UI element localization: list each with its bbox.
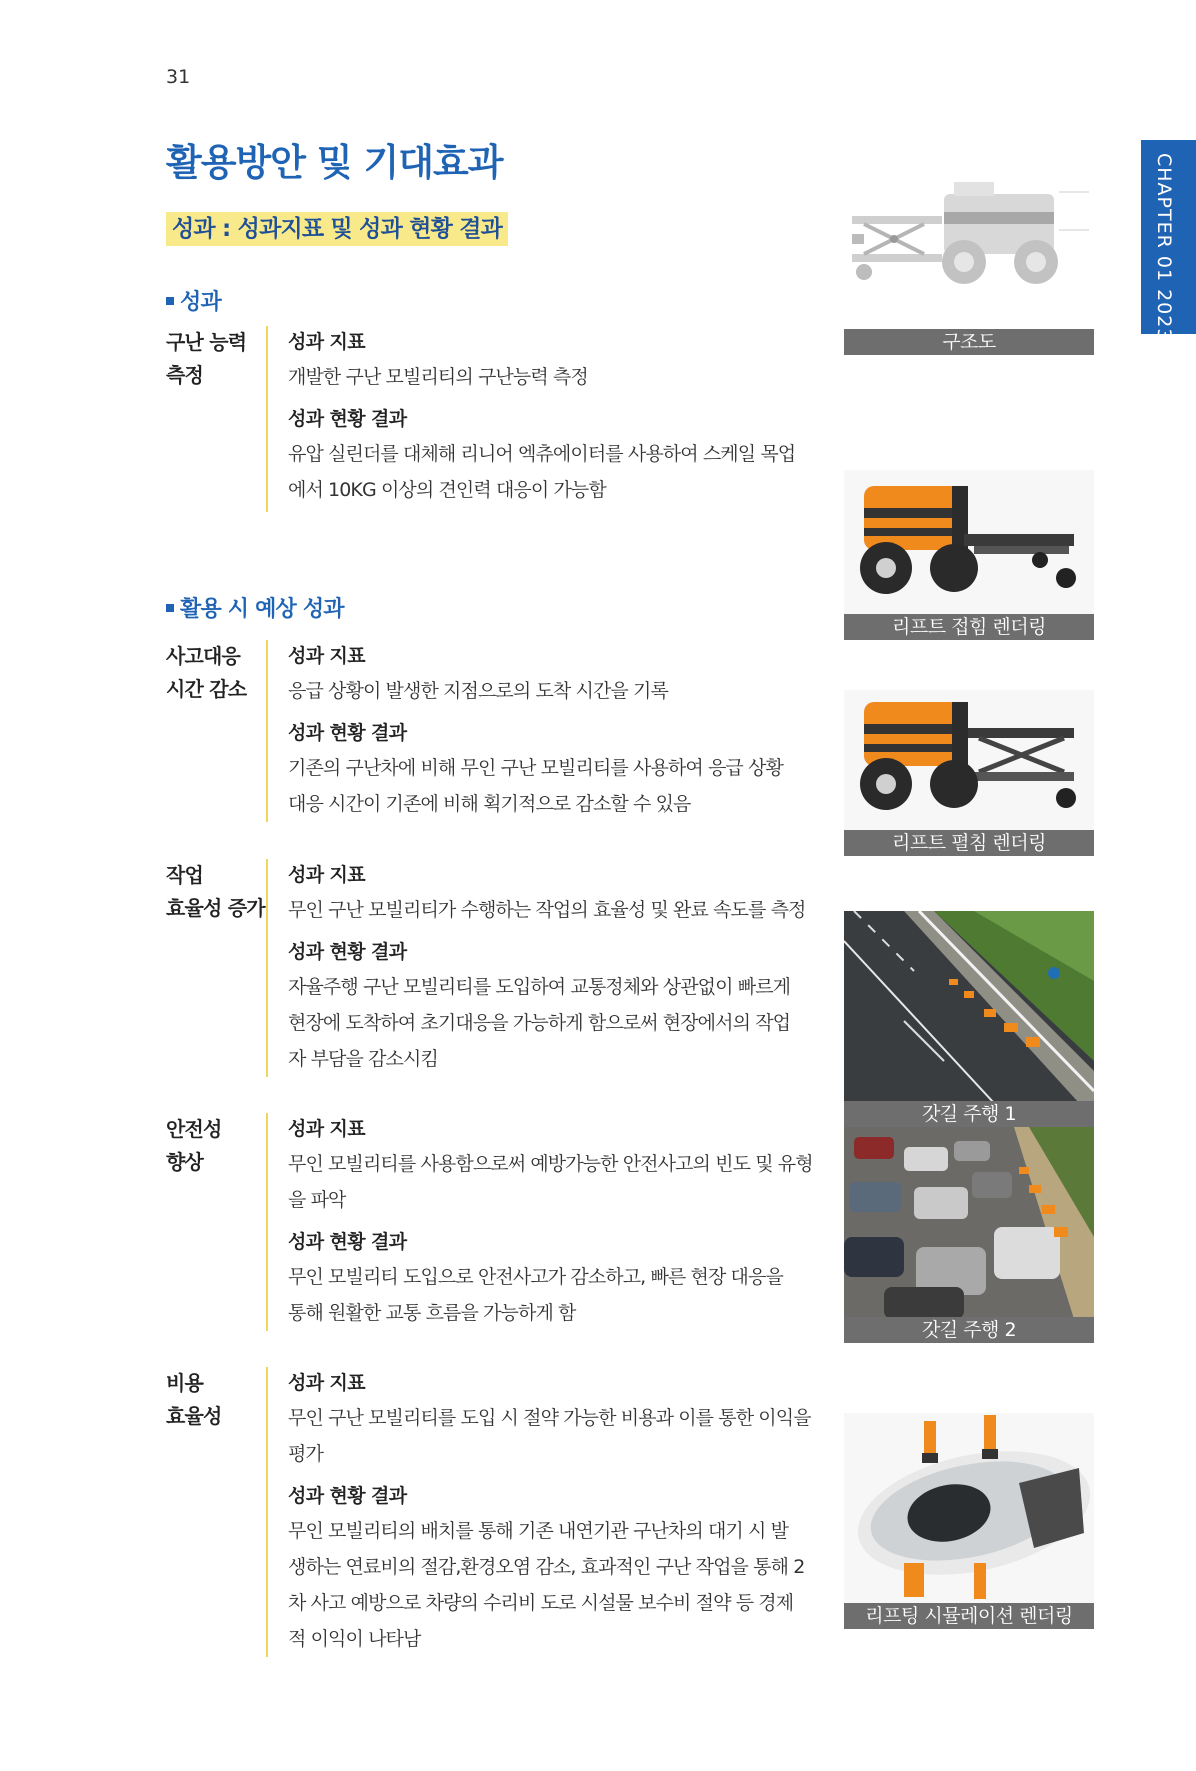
item-label: 작업 효율성 증가 xyxy=(166,863,265,920)
result-text: 유압 실린더를 대체해 리니어 엑츄에이터를 사용하여 스케일 목업 에서 10KG 이상의 견인력 대응이 가능함 xyxy=(288,443,796,501)
shoulder-driving-photo-1 xyxy=(844,911,1094,1103)
item-response-time xyxy=(166,640,816,822)
item-rescue-capacity xyxy=(166,326,816,514)
item-label: 안전성 향상 xyxy=(166,1117,222,1174)
indicator-title: 성과 지표 xyxy=(288,1372,366,1394)
section-subtitle: 성과 : 성과지표 및 성과 현황 결과 xyxy=(166,212,508,246)
lift-folded-render-image xyxy=(844,470,1094,614)
section-heading-text: 활용 시 예상 성과 xyxy=(180,597,344,622)
item-body xyxy=(266,1113,818,1331)
item-body xyxy=(266,1367,818,1657)
shoulder-driving-photo-2 xyxy=(844,1127,1094,1319)
indicator-title: 성과 지표 xyxy=(288,645,366,667)
result-title: 성과 현황 결과 xyxy=(288,722,407,744)
chapter-tab-label: CHAPTER 01 2023 xyxy=(1153,153,1175,342)
result-text: 무인 모빌리티 도입으로 안전사고가 감소하고, 빠른 현장 대응을 통해 원활한 교통 흐름을 가능하게 함 xyxy=(288,1266,783,1324)
figure-caption: 갓길 주행 1 xyxy=(844,1101,1094,1127)
result-title: 성과 현황 결과 xyxy=(288,941,407,963)
figure-caption: 리프트 펼침 렌더링 xyxy=(844,830,1094,856)
page-number: 31 xyxy=(166,66,191,88)
item-label: 사고대응 시간 감소 xyxy=(166,644,247,701)
item-body xyxy=(266,640,818,822)
lift-unfolded-render-image xyxy=(844,690,1094,830)
item-label: 비용 효율성 xyxy=(166,1371,222,1428)
result-text: 자율주행 구난 모빌리티를 도입하여 교통정체와 상관없이 빠르게 현장에 도착하여 초기대응을 가능하게 함으로써 현장에서의 작업 자 부담을 감소시킴 xyxy=(288,976,791,1070)
square-bullet-icon xyxy=(166,604,174,612)
item-body xyxy=(266,326,818,512)
result-text: 기존의 구난차에 비해 무인 구난 모빌리티를 사용하여 응급 상황 대응 시간이 기존에 비해 획기적으로 감소할 수 있음 xyxy=(288,757,783,815)
figure-caption: 갓길 주행 2 xyxy=(844,1317,1094,1343)
indicator-text: 무인 구난 모빌리티가 수행하는 작업의 효율성 및 완료 속도를 측정 xyxy=(288,899,806,921)
section-heading-expected xyxy=(166,592,344,623)
result-title: 성과 현황 결과 xyxy=(288,1231,407,1253)
lifting-simulation-render-image xyxy=(844,1413,1094,1603)
structure-diagram-image xyxy=(844,172,1094,322)
figure-caption: 리프팅 시뮬레이션 렌더링 xyxy=(844,1603,1094,1629)
figure-caption: 리프트 접힘 렌더링 xyxy=(844,614,1094,640)
figure-caption: 구조도 xyxy=(844,329,1094,355)
square-bullet-icon xyxy=(166,297,174,305)
indicator-title: 성과 지표 xyxy=(288,1118,366,1140)
indicator-text: 무인 모빌리티를 사용함으로써 예방가능한 안전사고의 빈도 및 유형 을 파악 xyxy=(288,1153,813,1211)
result-title: 성과 현황 결과 xyxy=(288,408,407,430)
result-title: 성과 현황 결과 xyxy=(288,1485,407,1507)
indicator-title: 성과 지표 xyxy=(288,864,366,886)
indicator-title: 성과 지표 xyxy=(288,331,366,353)
page-title: 활용방안 및 기대효과 xyxy=(166,141,503,184)
item-label: 구난 능력 측정 xyxy=(166,330,247,387)
item-body xyxy=(266,859,818,1077)
section-heading-text: 성과 xyxy=(180,290,221,315)
item-safety xyxy=(166,1113,816,1331)
section-heading-results xyxy=(166,285,221,316)
item-cost-efficiency xyxy=(166,1367,816,1657)
indicator-text: 개발한 구난 모빌리티의 구난능력 측정 xyxy=(288,366,588,388)
indicator-text: 무인 구난 모빌리티를 도입 시 절약 가능한 비용과 이를 통한 이익을 평가 xyxy=(288,1407,811,1465)
item-work-efficiency xyxy=(166,859,816,1077)
result-text: 무인 모빌리티의 배치를 통해 기존 내연기관 구난차의 대기 시 발 생하는 연료비의 절감,환경오염 감소, 효과적인 구난 작업을 통해 2 차 사고 예방으로 차량의 수리비 도로 시설물 보수비 절약 등 경제 적 이익이 나타남 xyxy=(288,1520,805,1650)
indicator-text: 응급 상황이 발생한 지점으로의 도착 시간을 기록 xyxy=(288,680,668,702)
